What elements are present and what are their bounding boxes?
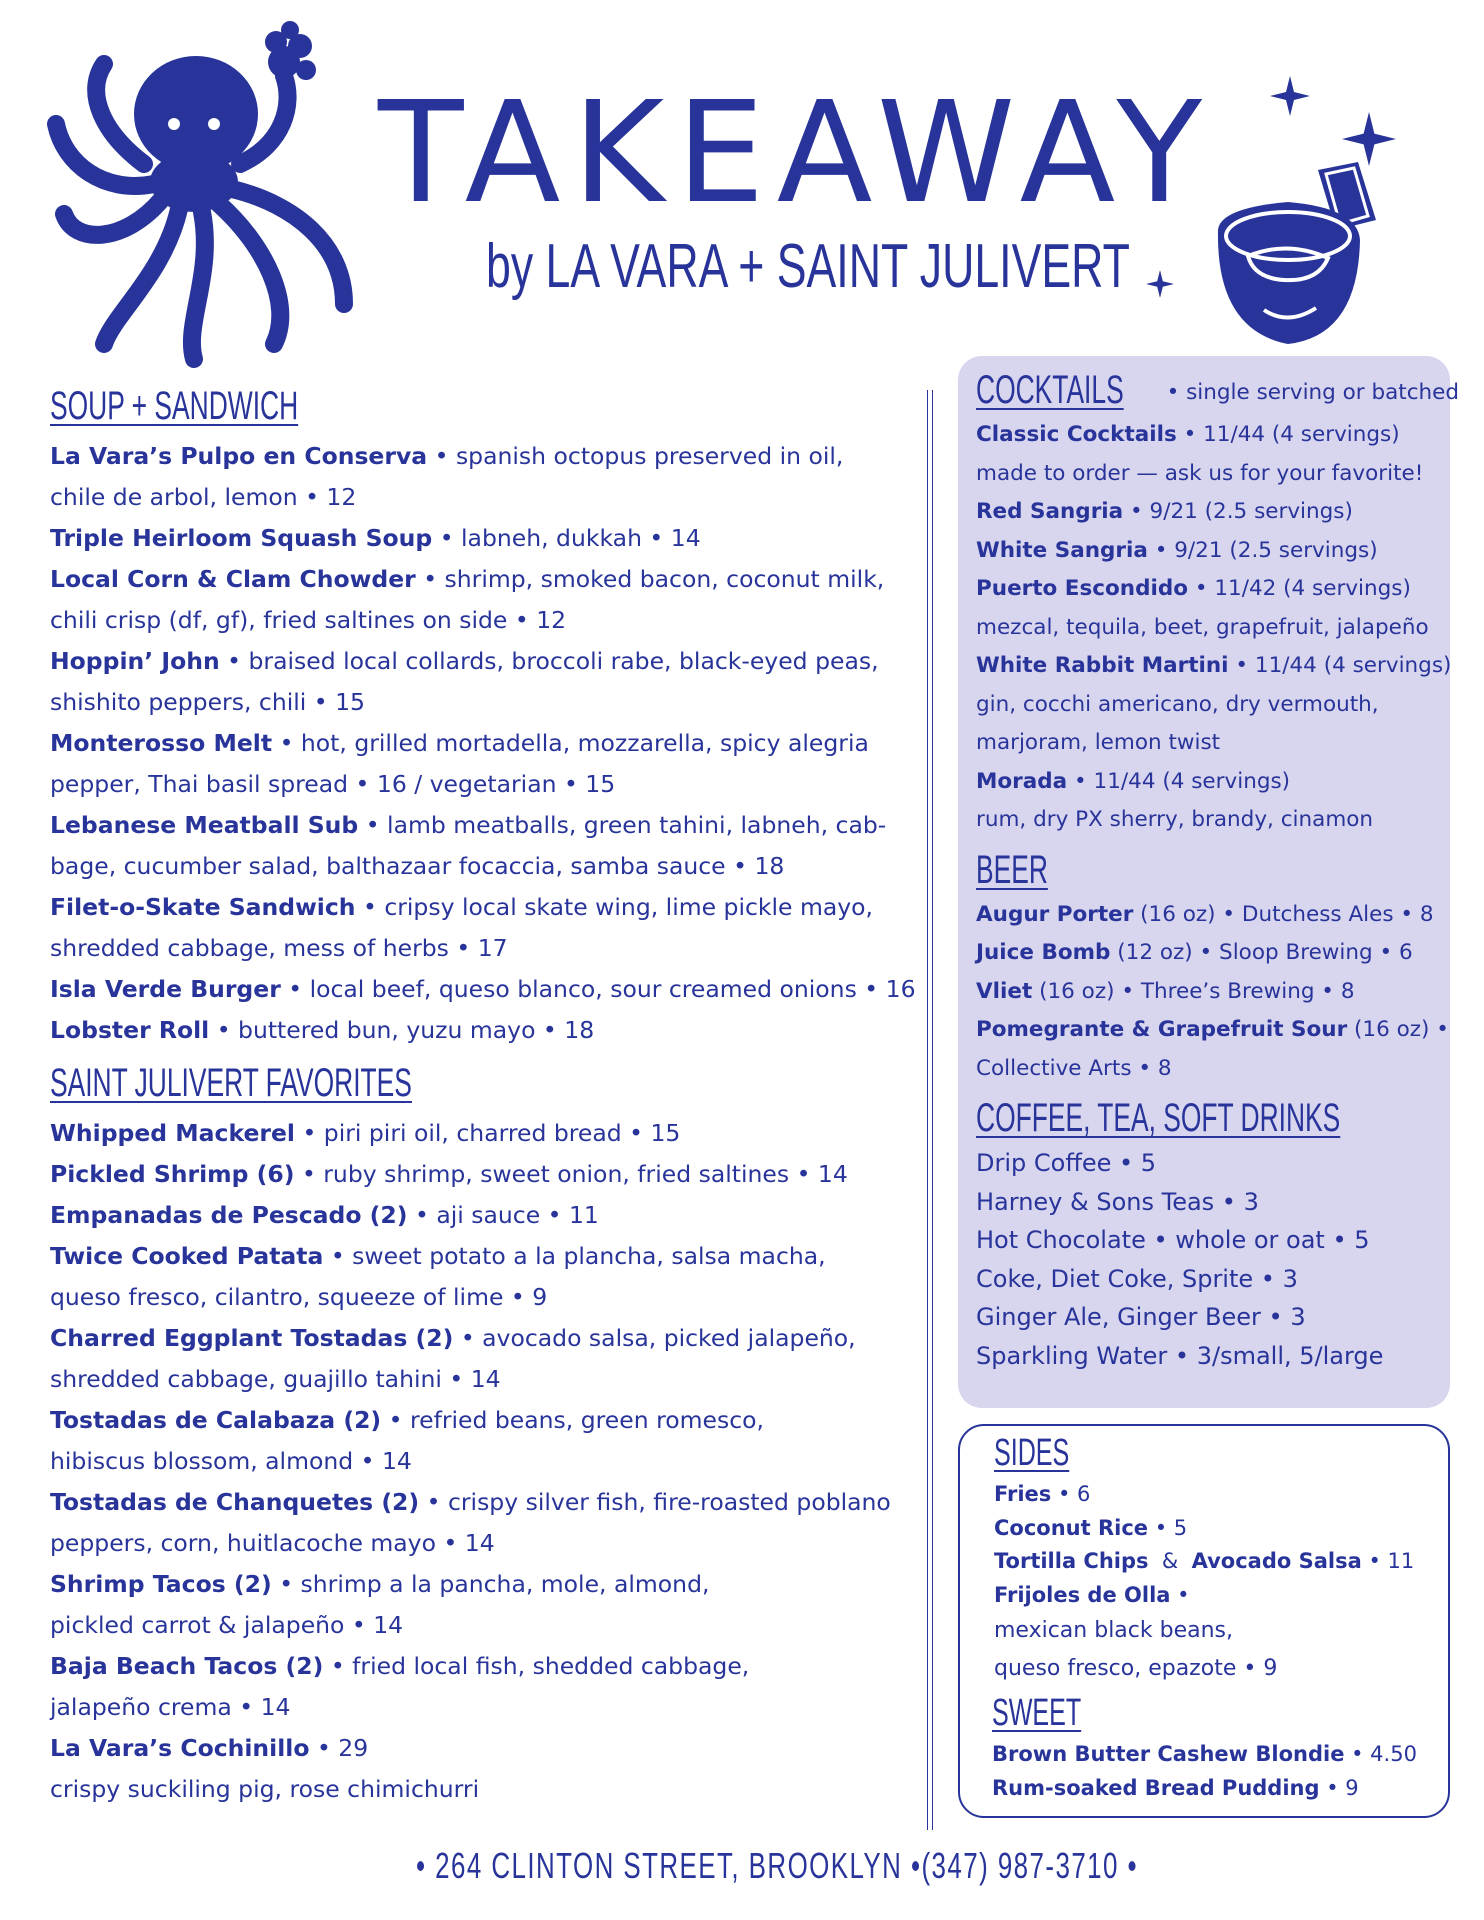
section-title-sweet: SWEET <box>992 1692 1082 1734</box>
item-name: Charred Eggplant Tostadas (2) <box>50 1324 454 1352</box>
menu-item-pulpo <box>50 436 930 518</box>
item-desc: • 4.50 <box>1344 1742 1417 1766</box>
menu-item-chips-salsa <box>994 1545 1448 1579</box>
item-desc: • fried local fish, shedded cabbage, <box>323 1652 750 1680</box>
menu-item-baja-beach-tacos <box>50 1646 930 1728</box>
menu-item-morada <box>976 763 1450 840</box>
item-desc-line2: made to order — ask us for your favorite! <box>976 460 1424 486</box>
item-desc: • aji sauce • 11 <box>407 1201 599 1229</box>
menu-item-white-rabbit-martini <box>976 647 1450 763</box>
item-desc-line2: pepper, Thai basil spread • 16 / vegetarian • 15 <box>50 770 616 798</box>
item-name: Tostadas de Calabaza (2) <box>50 1406 382 1434</box>
item-desc: • spanish octopus preserved in oil, <box>427 442 844 470</box>
item-desc: • 5 <box>1148 1515 1188 1540</box>
menu-item-fries <box>994 1478 1448 1512</box>
item-desc: • lamb meatballs, green tahini, labneh, cab- <box>358 811 887 839</box>
item-desc-line2: hibiscus blossom, almond • 14 <box>50 1447 412 1475</box>
cocktail-glass-icon <box>1208 160 1380 350</box>
item-name: White Rabbit Martini <box>976 653 1229 678</box>
item-name: Pickled Shrimp (6) <box>50 1160 295 1188</box>
item-desc: • 9/21 (2.5 servings) <box>1147 537 1378 563</box>
item-desc: (16 oz) • Dutchess Ales • 8 <box>1133 901 1434 927</box>
menu-item-twice-cooked-patata <box>50 1236 930 1318</box>
list-item: Harney & Sons Teas • 3 <box>976 1187 1259 1216</box>
item-desc-line2: chili crisp (df, gf), fried saltines on side • 12 <box>50 606 567 634</box>
item-name: Coconut Rice <box>994 1515 1149 1540</box>
column-divider <box>927 390 933 1830</box>
item-desc: • avocado salsa, picked jalapeño, <box>453 1324 856 1352</box>
item-desc: • 29 <box>309 1734 369 1762</box>
section-title-favorites: SAINT JULIVERT FAVORITES <box>50 1061 412 1105</box>
star-icon <box>1342 112 1396 166</box>
menu-item-frijoles <box>994 1579 1448 1689</box>
item-desc: • local beef, queso blanco, sour creamed onions • 16 <box>280 975 916 1003</box>
list-item: Ginger Ale, Ginger Beer • 3 <box>976 1303 1306 1331</box>
item-name: Filet-o-Skate Sandwich <box>50 893 356 921</box>
item-desc-line2: shredded cabbage, mess of herbs • 17 <box>50 934 508 962</box>
item-amp: & <box>1148 1549 1192 1573</box>
item-desc-line2: rum, dry PX sherry, brandy, cinamon <box>976 807 1374 832</box>
item-name: Tostadas de Chanquetes (2) <box>50 1488 420 1516</box>
list-item: Hot Chocolate • whole or oat • 5 <box>976 1226 1370 1254</box>
menu-item-tostadas-chanquetes <box>50 1482 930 1564</box>
item-desc-line2: mexican black beans, <box>994 1618 1233 1643</box>
item-name: Triple Heirloom Squash Soup <box>50 524 433 552</box>
menu-item-coconut-rice <box>994 1512 1448 1546</box>
menu-item-eggplant-tostadas <box>50 1318 930 1400</box>
item-name: Augur Porter <box>976 901 1134 927</box>
item-name: Vliet <box>976 978 1033 1004</box>
list-item: Sparkling Water • 3/small, 5/large <box>976 1341 1384 1370</box>
item-name: Empanadas de Pescado (2) <box>50 1201 408 1229</box>
drinks-panel <box>958 356 1460 1408</box>
menu-item-tostadas-calabaza <box>50 1400 930 1482</box>
item-name: La Vara’s Pulpo en Conserva <box>50 442 428 470</box>
item-desc-line2: gin, cocchi americano, dry vermouth, <box>976 691 1379 717</box>
item-desc-line2: peppers, corn, huitlacoche mayo • 14 <box>50 1529 495 1557</box>
menu-item-meatball-sub <box>50 805 930 887</box>
item-name: Baja Beach Tacos (2) <box>50 1652 324 1680</box>
item-desc: • 11/44 (4 servings) <box>1228 653 1452 678</box>
item-name: Brown Butter Cashew Blondie <box>992 1742 1345 1766</box>
item-desc: • 11/44 (4 servings) <box>1176 422 1400 447</box>
menu-item-isla-verde-burger <box>50 969 930 1010</box>
item-desc: • ruby shrimp, sweet onion, fried saltines • 14 <box>294 1160 848 1188</box>
item-name: Hoppin’ John <box>50 647 220 675</box>
item-name: La Vara’s Cochinillo <box>50 1734 310 1762</box>
item-name: Puerto Escondido <box>976 576 1189 601</box>
item-desc: (16 oz) • Three’s Brewing • 8 <box>1032 978 1355 1004</box>
item-desc-line2: pickled carrot & jalapeño • 14 <box>50 1611 404 1639</box>
menu-item-bread-pudding <box>992 1772 1448 1806</box>
menu-item-blondie <box>992 1738 1448 1772</box>
item-desc: • 11 <box>1361 1549 1415 1573</box>
menu-item-augur-porter <box>976 896 1450 935</box>
item-name: Isla Verde Burger <box>50 975 281 1003</box>
star-icon <box>1146 270 1174 298</box>
menu-item-empanadas <box>50 1195 930 1236</box>
item-desc: • hot, grilled mortadella, mozzarella, spicy alegria <box>272 729 869 757</box>
item-desc: • labneh, dukkah • 14 <box>432 524 701 552</box>
menu-item-sour <box>976 1011 1450 1088</box>
item-name: Twice Cooked Patata <box>50 1242 324 1270</box>
item-name: Red Sangria <box>976 499 1124 524</box>
menu-item-filet-o-skate <box>50 887 930 969</box>
item-name: Lebanese Meatball Sub <box>50 811 359 839</box>
menu-item-shrimp-tacos <box>50 1564 930 1646</box>
menu-item-chowder <box>50 559 930 641</box>
item-desc: • cripsy local skate wing, lime pickle mayo, <box>355 893 874 921</box>
item-desc-line3: queso fresco, epazote • 9 <box>994 1656 1278 1681</box>
section-title-beer: BEER <box>976 847 1048 892</box>
page-subtitle: by LA VARA + SAINT JULIVERT <box>486 232 1130 301</box>
item-desc: • crispy silver fish, fire-roasted poblano <box>419 1488 891 1516</box>
octopus-icon <box>44 14 364 374</box>
item-desc: (12 oz) • Sloop Brewing • 6 <box>1110 940 1413 965</box>
item-desc: • sweet potato a la plancha, salsa macha, <box>323 1242 826 1270</box>
item-desc-line2: chile de arbol, lemon • 12 <box>50 483 357 511</box>
item-name: Local Corn & Clam Chowder <box>50 565 416 593</box>
star-icon <box>1270 76 1310 116</box>
menu-item-hoppin-john <box>50 641 930 723</box>
left-column <box>50 386 930 1810</box>
menu-item-juice-bomb <box>976 934 1450 973</box>
list-item: Coke, Diet Coke, Sprite • 3 <box>976 1264 1298 1293</box>
item-desc: • piri piri oil, charred bread • 15 <box>294 1119 681 1147</box>
item-desc-line2: Collective Arts • 8 <box>976 1055 1172 1081</box>
sides-box <box>958 1424 1450 1818</box>
item-desc: • 6 <box>1051 1482 1091 1506</box>
item-desc-line2: jalapeño crema • 14 <box>50 1693 291 1721</box>
item-desc-line2: shishito peppers, chili • 15 <box>50 688 366 716</box>
item-name: Lobster Roll <box>50 1016 210 1044</box>
item-name: Pomegrante & Grapefruit Sour <box>976 1017 1348 1042</box>
item-name: Juice Bomb <box>976 940 1111 965</box>
item-name: Monterosso Melt <box>50 729 273 757</box>
item-desc: • 11/44 (4 servings) <box>1067 768 1291 794</box>
item-desc-line2: bage, cucumber salad, balthazaar focaccia, samba sauce • 18 <box>50 852 785 880</box>
item-desc: • 9/21 (2.5 servings) <box>1123 499 1353 524</box>
item-desc-line2: shredded cabbage, guajillo tahini • 14 <box>50 1365 501 1393</box>
menu-item-squash-soup <box>50 518 930 559</box>
section-title-sides: SIDES <box>994 1432 1070 1474</box>
menu-item-puerto-escondido <box>976 570 1450 647</box>
item-desc: • shrimp a la pancha, mole, almond, <box>271 1570 710 1598</box>
item-desc-line3: marjoram, lemon twist <box>976 730 1221 755</box>
menu-item-classic-cocktails <box>976 416 1450 493</box>
item-name: Whipped Mackerel <box>50 1119 295 1147</box>
item-name: Rum-soaked Bread Pudding <box>992 1775 1320 1800</box>
menu-item-cochinillo <box>50 1728 930 1810</box>
menu-item-vliet <box>976 973 1450 1012</box>
item-name: Classic Cocktails <box>976 422 1177 447</box>
item-desc: • refried beans, green romesco, <box>381 1406 764 1434</box>
footer-address: • 264 CLINTON STREET, BROOKLYN •(347) 987-3710 • <box>416 1845 1139 1886</box>
item-name: Fries <box>994 1482 1052 1506</box>
section-title-cocktails: COCKTAILS <box>976 368 1124 412</box>
menu-item-lobster-roll <box>50 1010 930 1051</box>
item-desc: • braised local collards, broccoli rabe, black-eyed peas, <box>219 647 879 675</box>
item-name: Morada <box>976 768 1068 794</box>
menu-item-pickled-shrimp <box>50 1154 930 1195</box>
menu-item-monterosso-melt <box>50 723 930 805</box>
item-desc-line2: crispy suckiling pig, rose chimichurri <box>50 1775 480 1803</box>
section-title-soup-sandwich: SOUP + SANDWICH <box>50 384 299 428</box>
item-desc: • buttered bun, yuzu mayo • 18 <box>209 1016 595 1044</box>
item-desc-line2: queso fresco, cilantro, squeeze of lime • 9 <box>50 1283 548 1311</box>
item-name: Frijoles de Olla <box>994 1582 1171 1607</box>
item-name-2: Avocado Salsa <box>1191 1549 1362 1573</box>
item-desc: • shrimp, smoked bacon, coconut milk, <box>415 565 885 593</box>
list-item: Drip Coffee • 5 <box>976 1149 1157 1177</box>
menu-item-red-sangria <box>976 493 1450 532</box>
item-name: White Sangria <box>976 537 1148 563</box>
item-desc: • 11/42 (4 servings) <box>1188 576 1411 601</box>
item-name: Shrimp Tacos (2) <box>50 1570 272 1598</box>
cocktails-note: • single serving or batched <box>1159 380 1460 405</box>
item-desc: • 9 <box>1319 1775 1359 1800</box>
page-title: TAKEAWAY <box>378 72 1214 235</box>
item-desc: (16 oz) • <box>1347 1017 1449 1042</box>
section-title-coffee: COFFEE, TEA, SOFT DRINKS <box>976 1096 1341 1140</box>
item-desc-line2: mezcal, tequila, beet, grapefruit, jalapeño <box>976 614 1429 640</box>
item-desc: • <box>1170 1582 1190 1607</box>
menu-item-white-sangria <box>976 532 1450 571</box>
item-name: Tortilla Chips <box>994 1549 1149 1573</box>
menu-item-whipped-mackerel <box>50 1113 930 1154</box>
